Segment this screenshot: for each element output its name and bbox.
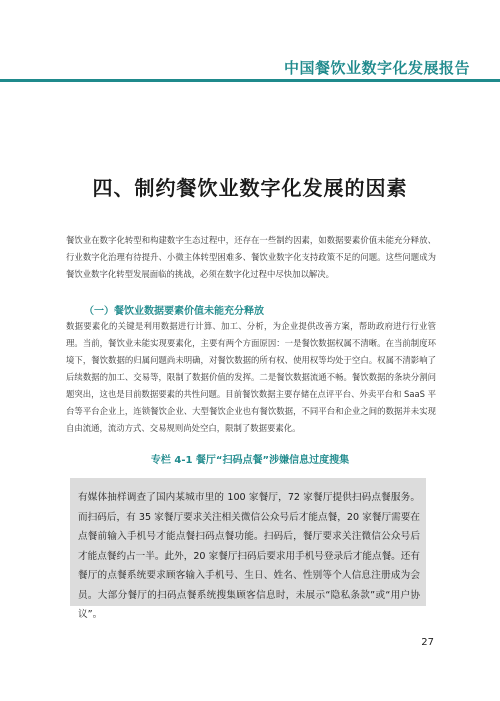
sidebar-box-text: 有媒体抽样调查了国内某城市里的 100 家餐厅，72 家餐厅提供扫码点餐服务。而扫码后，有 35 家餐厅要求关注相关微信公众号后才能点餐，20 家餐厅需要在点餐前输入手机号才能点餐扫码点餐功能。扫码后，餐厅要求关注微信公众号后才能点餐约占一半。此外，20 家餐厅扫码后要求用手机号登录后才能点餐。还有餐厅的点餐系统要求顾客输入手机号、生日、姓名、性别等个人信息注册成为会员。大部分餐厅的扫码点餐系统搜集顾客信息时，未展示“隐私条款”或“用户协议”。 (78, 492, 420, 620)
chapter-title: 四、制约餐饮业数字化发展的因素 (92, 176, 408, 200)
sidebar-box-title: 专栏 4-1 餐厅“扫码点餐”涉嫌信息过度搜集 (150, 455, 350, 466)
section-heading: （一）餐饮业数据要素价值未能充分释放 (84, 306, 264, 317)
running-header-title: 中国餐饮业数字化发展报告 (283, 59, 470, 77)
intro-paragraph: 餐饮业在数字化转型和构建数字生态过程中，还存在一些制约因素，如数据要素价值未能充分释放、行业数字化治理有待提升、小微主体转型困难多、餐饮业数字化支持政策不足的问题。这些问题成为餐饮业数字化转型发展面临的挑战，必须在数字化过程中尽快加以解决。 (66, 235, 436, 279)
header-rule (0, 79, 500, 82)
page-number: 27 (421, 637, 434, 648)
sidebar-box (70, 478, 426, 620)
section-paragraph: 数据要素化的关键是利用数据进行计算、加工、分析，为企业提供改善方案，帮助政府进行行业管理。当前，餐饮业未能实现要素化，主要有两个方面原因：一是餐饮数据权属不清晰。在当前制度环境下，餐饮数据的归属问题尚未明确，对餐饮数据的所有权、使用权等均处于空白。权属不清影响了后续数据的加工、交易等，限制了数据价值的发挥。二是餐饮数据流通不畅。餐饮数据的条块分割问题突出，这也是目前数据要素的共性问题。目前餐饮数据主要存储在点评平台、外卖平台和 SaaS 平台等平台企业上，连锁餐饮企业、大型餐饮企业也有餐饮数据，不同平台和企业之间的数据并未实现自由流通，流动方式、交易规则尚处空白，限制了数据要素化。 (66, 321, 436, 433)
